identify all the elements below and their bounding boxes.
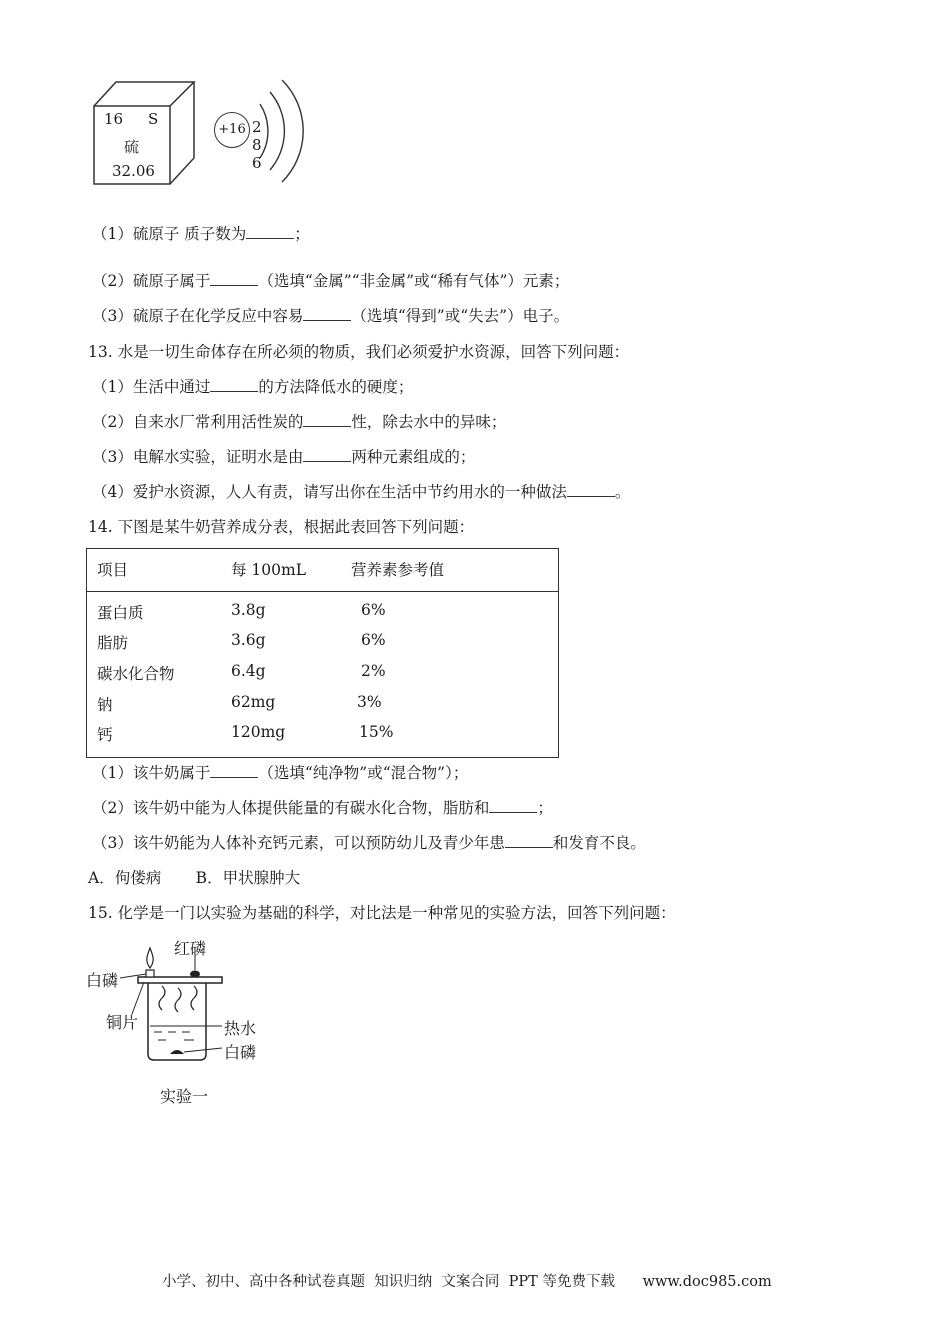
q13-stem: 13. 水是一切生命体存在所必须的物质，我们必须爱护水资源，回答下列问题： (88, 343, 630, 361)
element-card (86, 78, 198, 192)
label-copper-plate: 铜片 (106, 1013, 139, 1032)
nucleus: +16 (214, 112, 250, 148)
q14-sub1-text: （1）该牛奶属于 (92, 764, 211, 782)
table-header-reference: 营养素参考值 (351, 561, 445, 579)
answer-blank (303, 447, 351, 462)
q12-sub3 (92, 306, 569, 326)
experiment-one-figure (84, 932, 274, 1107)
q13-sub1-text: （1）生活中通过 (92, 378, 211, 396)
q12-sub3-text: （3）硫原子在化学反应中容易 (92, 307, 304, 325)
table-cell: 3.8g (231, 601, 266, 619)
q13-sub3 (92, 447, 475, 467)
q13-sub2-text: （2）自来水厂常利用活性炭的 (92, 413, 304, 431)
table-cell: 2% (361, 662, 386, 680)
table-header-divider (87, 591, 558, 592)
answer-blank (567, 482, 615, 497)
answer-blank (246, 224, 294, 239)
q13-sub2 (92, 412, 506, 432)
answer-blank (210, 271, 258, 286)
q12-sub2-text: （2）硫原子属于 (92, 272, 211, 290)
answer-blank (210, 377, 258, 392)
q13-sub4 (92, 482, 630, 502)
q15-stem: 15. 化学是一门以实验为基础的科学，对比法是一种常见的实验方法，回答下列问题： (88, 904, 676, 922)
answer-blank (303, 412, 351, 427)
q13-sub2-end: 性，除去水中的异味； (351, 413, 507, 431)
answer-blank (505, 833, 553, 848)
answer-blank (210, 763, 258, 778)
q12-sub1-end: ； (294, 225, 310, 243)
q14-sub3 (92, 833, 646, 853)
q14-sub2 (92, 798, 553, 818)
q13-sub1 (92, 377, 413, 397)
q12-sub1 (92, 224, 310, 244)
answer-blank (303, 306, 351, 321)
table-cell: 6% (361, 601, 386, 619)
table-cell: 钠 (97, 696, 113, 714)
q12-sub1-text: （1）硫原子 质子数为 (92, 225, 247, 243)
label-white-phosphorus-top: 白磷 (86, 971, 119, 990)
q14-sub3-text: （3）该牛奶能为人体补充钙元素，可以预防幼儿及青少年患 (92, 834, 505, 852)
table-cell: 120mg (231, 723, 286, 741)
electron-shell-arcs (234, 76, 314, 186)
label-red-phosphorus: 红磷 (174, 939, 207, 958)
q13-sub4-end: 。 (614, 483, 631, 501)
table-cell: 钙 (97, 726, 113, 744)
table-cell: 6.4g (231, 662, 266, 680)
label-white-phosphorus-bottom: 白磷 (224, 1043, 257, 1062)
element-name: 硫 (124, 138, 140, 156)
electron-shells: 2 8 6 (252, 118, 265, 172)
table-cell: 蛋白质 (97, 604, 144, 622)
q13-sub4-text: （4）爱护水资源，人人有责，请写出你在生活中节约用水的一种做法 (92, 483, 567, 501)
table-header-per100ml: 每 100mL (231, 561, 307, 579)
q14-sub3-end: 和发育不良。 (552, 834, 646, 852)
table-cell: 62mg (231, 693, 276, 711)
table-cell: 脂肪 (97, 634, 129, 652)
element-symbol: S (148, 110, 159, 128)
q13-sub1-end: 的方法降低水的硬度； (258, 378, 414, 396)
nutrition-table (86, 548, 559, 758)
table-cell: 3.6g (231, 631, 266, 649)
figure-caption: 实验一 (160, 1087, 209, 1106)
q14-stem: 14. 下图是某牛奶营养成分表，根据此表回答下列问题： (88, 518, 475, 536)
q14-options: A．佝偻病 B．甲状腺肿大 (88, 869, 301, 887)
table-cell: 6% (361, 631, 386, 649)
q12-sub2-end: （选填“金属”“非金属”或“稀有气体”）元素； (258, 272, 570, 290)
q14-sub2-end: ； (537, 799, 553, 817)
atomic-number: 16 (104, 110, 124, 128)
answer-blank (489, 798, 537, 813)
q13-sub3-end: 两种元素组成的； (351, 448, 476, 466)
table-cell: 碳水化合物 (97, 665, 175, 683)
q13-sub3-text: （3）电解水实验，证明水是由 (92, 448, 304, 466)
q14-sub1-end: （选填“纯净物”或“混合物”）； (258, 764, 469, 782)
table-cell: 3% (357, 693, 382, 711)
label-hot-water: 热水 (224, 1019, 257, 1038)
q14-sub1 (92, 763, 468, 783)
table-cell: 15% (359, 723, 394, 741)
table-header-item: 项目 (97, 561, 129, 579)
atomic-mass: 32.06 (112, 162, 155, 180)
q14-sub2-text: （2）该牛奶中能为人体提供能量的有碳水化合物，脂肪和 (92, 799, 490, 817)
page-footer: 小学、初中、高中各种试卷真题 知识归纳 文案合同 PPT 等免费下载 www.doc985.com (162, 1274, 772, 1290)
q12-sub3-end: （选填“得到”或“失去”）电子。 (351, 307, 570, 325)
q12-sub2 (92, 271, 569, 291)
